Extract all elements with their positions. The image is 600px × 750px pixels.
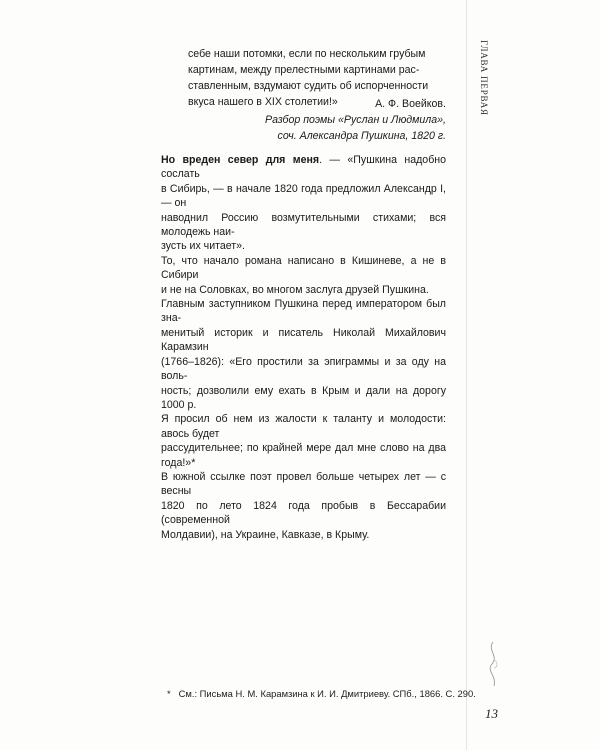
- epigraph-work: Разбор поэмы «Руслан и Людмила»,: [265, 114, 446, 126]
- commentary-line: наводнил Россию возмутительными стихами; вся молодежь наи-: [161, 211, 446, 239]
- epigraph-line: ставленным, вздумают судить об испорченности: [188, 80, 429, 92]
- footnote: [167, 688, 487, 700]
- footnote-text: См.: Письма Н. М. Карамзина к И. И. Дмитриеву. СПб., 1866. С. 290.: [178, 688, 476, 699]
- commentary-line: Молдавии), на Украине, Кавказе, в Крыму.: [161, 528, 370, 541]
- commentary-line: рассудительнее; по крайней мере дал мне слово на два года!»*: [161, 442, 446, 469]
- commentary-line: и не на Соловках, во многом заслуга друзей Пушкина.: [161, 283, 429, 296]
- page-number: 13: [485, 706, 498, 721]
- footnote-marker: *: [167, 688, 171, 699]
- commentary-paragraph-3: [161, 297, 446, 470]
- commentary-line: ность; дозволили ему ехать в Крым и дали на дорогу 1000 р.: [161, 384, 446, 411]
- commentary-line: То, что начало романа написано в Кишиневе, а не в Сибири: [161, 254, 446, 282]
- epigraph-line: себе наши потомки, если по нескольким грубым: [188, 48, 426, 60]
- epigraph-source: соч. Александра Пушкина, 1820 г.: [277, 130, 446, 142]
- commentary-line: зусть их читает».: [161, 240, 245, 253]
- decorative-flourish-icon: [483, 640, 505, 688]
- epigraph-attribution: [265, 96, 446, 144]
- commentary-line: Главным заступником Пушкина перед императором был зна-: [161, 298, 446, 325]
- commentary-line: менитый историк и писатель Николай Михайлович Карамзин: [161, 326, 446, 354]
- commentary-line: В южной ссылке поэт провел больше четырех лет — с весны: [161, 470, 446, 498]
- epigraph-line: картинам, между прелестными картинами рас-: [188, 64, 420, 76]
- commentary-line: Я просил об нем из жалости к таланту и молодости: авось будет: [161, 413, 446, 440]
- commentary-line: (1766–1826): «Его простили за эпиграммы и за оду на воль-: [161, 355, 446, 383]
- commentary-text: . — «Пушкина надобно сослать: [161, 154, 447, 181]
- running-head: ГЛАВА ПЕРВАЯ: [479, 40, 489, 116]
- commentary-paragraph-4: [161, 470, 446, 542]
- epigraph-line: вкуса нашего в XIX столетии!»: [188, 96, 338, 108]
- margin-rule: [466, 0, 467, 750]
- commentary-paragraph-1: [161, 153, 446, 254]
- commentary-line: [161, 153, 446, 182]
- commentary-line: в Сибирь, — в начале 1820 года предложил Александр I, — он: [161, 182, 446, 210]
- commentary: [161, 153, 446, 542]
- commentary-paragraph-2: [161, 254, 446, 297]
- lemma-heading: Но вреден север для меня: [161, 154, 320, 166]
- commentary-line: 1820 по лето 1824 года пробыв в Бессарабии (современной: [161, 499, 446, 527]
- epigraph-author: А. Ф. Воейков.: [375, 98, 446, 110]
